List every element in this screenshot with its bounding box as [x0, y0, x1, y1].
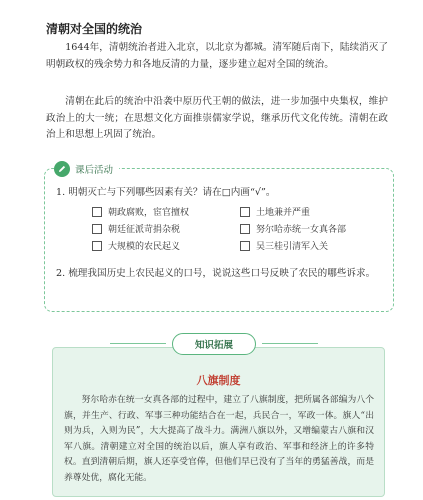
option-label: 朝廷征派苛捐杂税	[108, 225, 181, 235]
option-label: 吴三桂引清军入关	[256, 242, 329, 252]
option-1[interactable]	[92, 205, 189, 218]
option-label: 大规模的农民起义	[108, 242, 181, 252]
option-label: 土地兼并严重	[256, 208, 311, 218]
question-1: 1. 明朝灭亡与下列哪些因素有关？请在□内画“√”。	[56, 187, 276, 198]
option-3[interactable]	[92, 222, 180, 235]
knowledge-banner	[172, 333, 256, 355]
option-label: 朝政腐败，宦官擅权	[108, 208, 190, 218]
section-heading: 清朝对全国的统治	[46, 22, 143, 36]
checkbox[interactable]	[92, 241, 102, 251]
knowledge-banner-label: 知识拓展	[194, 340, 233, 351]
paragraph-1: 1644年，清朝统治者进入北京，以北京为都城。清军随后南下，陆续消灭了明朝政权的残余势力和各地反清的力量，逐步建立起对全国的统治。	[46, 42, 388, 70]
paragraph-2: 清朝在此后的统治中沿袭中原历代王朝的做法，进一步加强中央集权，维护政治上的大一统；在思想文化方面推崇儒家学说，继承历代文化传统。清朝在政治上和思想上巩固了统治。	[46, 96, 388, 140]
knowledge-title: 八旗制度	[196, 374, 241, 387]
checkbox[interactable]	[240, 207, 250, 217]
knowledge-banner-pill	[172, 333, 256, 355]
option-2[interactable]	[240, 205, 310, 218]
question-2: 2. 梳理我国历史上农民起义的口号，说说这些口号反映了农民的哪些诉求。	[56, 268, 376, 279]
option-4[interactable]	[240, 222, 346, 235]
pencil-icon	[54, 161, 70, 177]
knowledge-text: 努尔哈赤在统一女真各部的过程中，建立了八旗制度，把所属各部编为八个旗，并生产、行政、军事三种功能结合在一起，兵民合一，军政一体。旗人“出则为兵，入则为民”，大大提高了战斗力。满洲八旗以外，又增编蒙古八旗和汉军八旗。清朝建立对全国的统治以后，旗人享有政治、军事和经济上的许多特权。直到清朝后期，旗人还享受官俸，但他们早已没有了当年的勇猛善战，而是养尊处优，腐化无能。	[64, 395, 374, 483]
activity-title: 课后活动	[75, 165, 114, 176]
activity-tag	[54, 160, 119, 178]
checkbox[interactable]	[240, 224, 250, 234]
option-label: 努尔哈赤统一女真各部	[256, 225, 347, 235]
option-6[interactable]	[240, 239, 328, 252]
checkbox[interactable]	[92, 224, 102, 234]
banner-rule-right	[262, 343, 318, 344]
option-5[interactable]	[92, 239, 180, 252]
checkbox[interactable]	[92, 207, 102, 217]
banner-rule-left	[110, 343, 166, 344]
checkbox[interactable]	[240, 241, 250, 251]
